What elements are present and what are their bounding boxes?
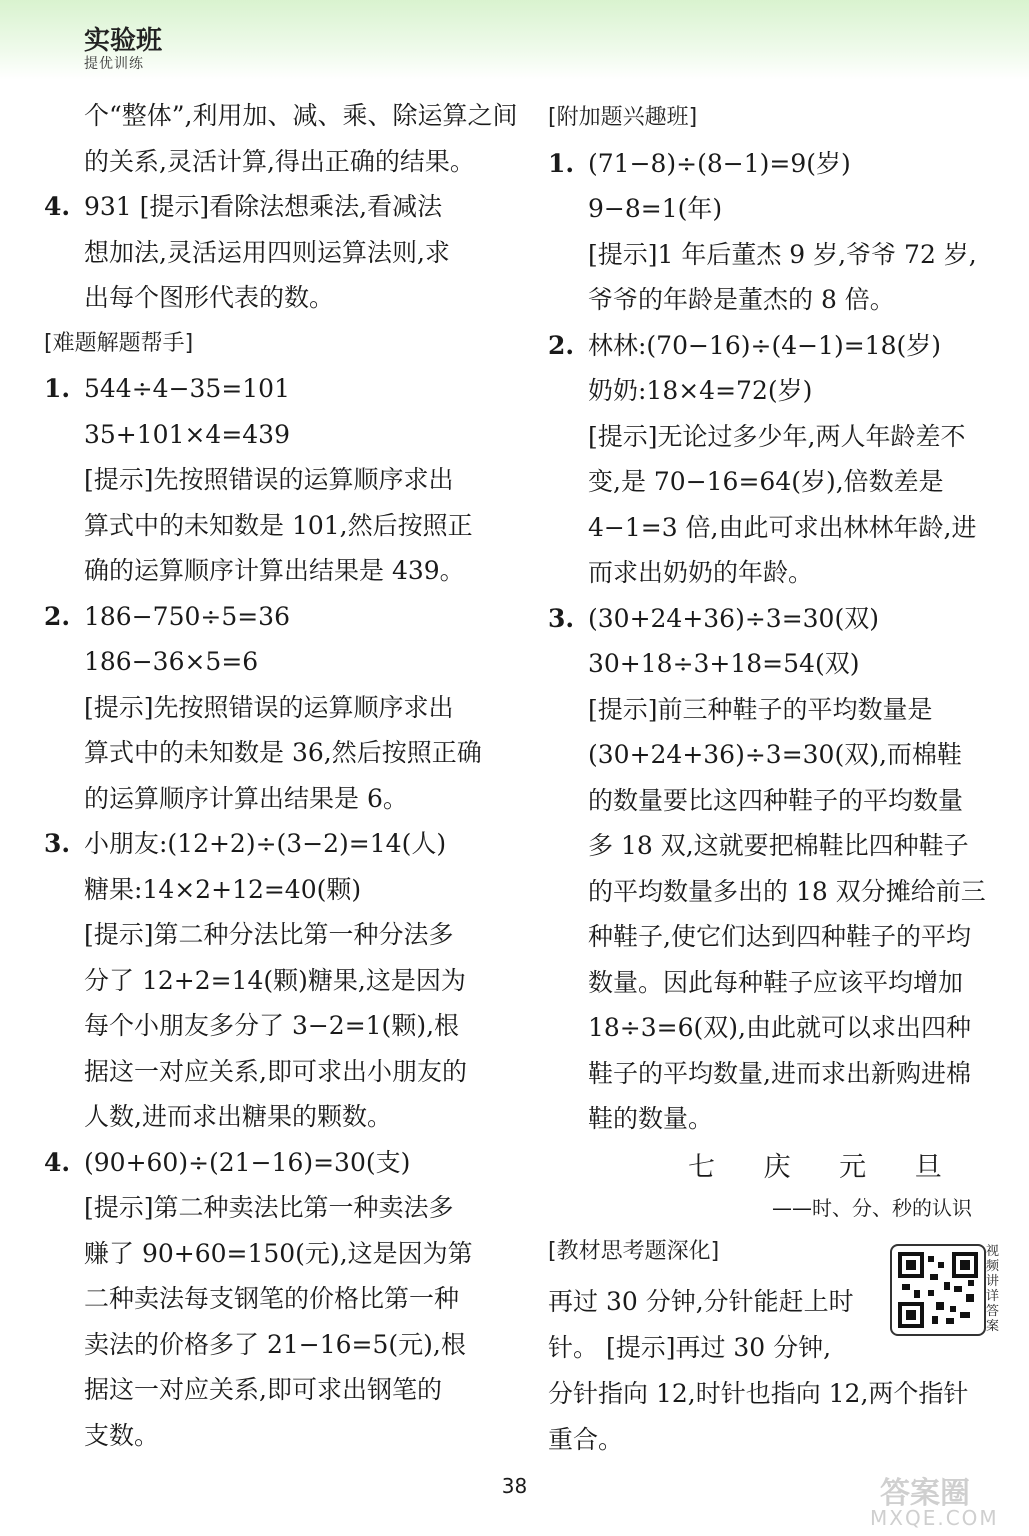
qr-code-icon[interactable] [890,1244,986,1336]
text-line: 二种卖法每支钢笔的价格比第一种 [84,1284,460,1313]
item-number: 1. [44,374,71,403]
text-line: (71−8)÷(8−1)=9(岁) [588,148,851,178]
page-number: 38 [501,1474,528,1498]
text-line: 30+18÷3+18=54(双) [588,649,860,678]
text-line: 种鞋子,使它们达到四种鞋子的平均 [588,922,971,951]
text-line: 数量。因此每种鞋子应该平均增加 [588,967,964,997]
text-line: 奶奶:18×4=72(岁) [588,376,813,405]
watermark-logo: 答案圈 [880,1476,970,1511]
text-line: 确的运算顺序计算出结果是 439。 [84,556,465,585]
hint-line: [提示]前三种鞋子的平均数量是 [588,694,933,724]
text-line: 186−750÷5=36 [84,601,290,631]
hint-line: [提示]先按照错误的运算顺序求出 [84,692,454,722]
hint-line: [提示]先按照错误的运算顺序求出 [84,465,454,494]
text-line: (90+60)÷(21−16)=30(支) [84,1147,411,1177]
text-line: (30+24+36)÷3=30(双) [588,603,879,633]
text-line: 分了 12+2=14(颗)糖果,这是因为 [84,965,466,995]
text-line: 每个小朋友多分了 3−2=1(颗),根 [84,1011,460,1040]
text-line: 186−36×5=6 [84,647,259,676]
item-number: 3. [44,829,71,858]
item-number: 3. [548,603,575,633]
text-line: 据这一对应关系,即可求出小朋友的 [84,1056,467,1086]
section-heading: [难题解题帮手] [44,330,194,356]
brand-subtitle: 提优训练 [84,56,144,72]
text-line: 鞋子的平均数量,进而求出新购进棉 [588,1058,971,1088]
text-line: 林林:(70−16)÷(4−1)=18(岁) [588,330,941,360]
hint-line: [提示]第二种分法比第一种分法多 [84,920,454,949]
hint-line: [提示]第二种卖法比第一种卖法多 [84,1193,454,1222]
text-line: 多 18 双,这就要把棉鞋比四种鞋子 [588,831,969,860]
chapter-subtitle: ——时、分、秒的认识 [772,1196,972,1220]
text-line: 35+101×4=439 [84,419,290,449]
text-line: 支数。 [84,1420,160,1450]
text-line: 小朋友:(12+2)÷(3−2)=14(人) [84,829,447,858]
item-number: 4. [44,1147,71,1177]
text-line: 个“整体”,利用加、减、乘、除运算之间 [84,101,518,130]
text-line: 544÷4−35=101 [84,374,290,403]
hint-line: 931 [提示]看除法想乘法,看减法 [84,192,443,221]
text-line: 分针指向 12,时针也指向 12,两个指针 [548,1379,969,1408]
text-line: 的平均数量多出的 18 双分摊给前三 [588,876,986,906]
text-line: 人数,进而求出糖果的颗数。 [84,1102,392,1131]
text-line: 再过 30 分钟,分针能赶上时 [548,1287,854,1316]
qr-pattern [892,1246,984,1334]
text-line: 鞋的数量。 [588,1104,714,1133]
qr-label: 视频讲详答案 [986,1244,1000,1334]
text-line: 赚了 90+60=150(元),这是因为第 [84,1238,473,1268]
text-line: 的关系,灵活计算,得出正确的结果。 [84,146,475,176]
watermark-url: MXQE.COM [870,1506,999,1530]
hint-line: [提示]无论过多少年,两人年龄差不 [588,421,966,451]
section-heading: [教材思考题深化] [548,1239,720,1264]
text-line: 而求出奶奶的年龄。 [588,558,814,587]
text-line: 出每个图形代表的数。 [84,283,335,312]
text-line: 据这一对应关系,即可求出钢笔的 [84,1375,442,1404]
text-line: 算式中的未知数是 36,然后按照正确 [84,738,482,767]
item-number: 2. [44,601,71,631]
text-line: 想加法,灵活运用四则运算法则,求 [84,237,450,267]
hint-line: 针。 [提示]再过 30 分钟, [548,1333,832,1362]
text-line: 变,是 70−16=64(岁),倍数差是 [588,467,944,496]
text-line: (30+24+36)÷3=30(双),而棉鞋 [588,740,962,769]
brand-title: 实验班 [84,26,163,56]
section-heading: [附加题兴趣班] [548,105,698,130]
brand-logo [84,26,162,72]
text-line: 的数量要比这四种鞋子的平均数量 [588,785,964,815]
text-line: 18÷3=6(双),由此就可以求出四种 [588,1013,971,1042]
item-number: 1. [548,148,575,178]
chapter-title: 七 庆 元 旦 [688,1152,962,1183]
text-line: 9−8=1(年) [588,194,723,223]
text-line: 的运算顺序计算出结果是 6。 [84,783,408,813]
text-line: 算式中的未知数是 101,然后按照正 [84,510,473,540]
text-line: 重合。 [548,1425,624,1454]
text-line: 糖果:14×2+12=40(颗) [84,874,362,904]
item-number: 4. [44,192,71,221]
item-number: 2. [548,330,575,360]
text-line: 卖法的价格多了 21−16=5(元),根 [84,1329,466,1359]
hint-line: [提示]1 年后董杰 9 岁,爷爷 72 岁, [588,239,977,269]
text-line: 爷爷的年龄是董杰的 8 倍。 [588,285,895,314]
text-line: 4−1=3 倍,由此可求出林林年龄,进 [588,512,977,542]
